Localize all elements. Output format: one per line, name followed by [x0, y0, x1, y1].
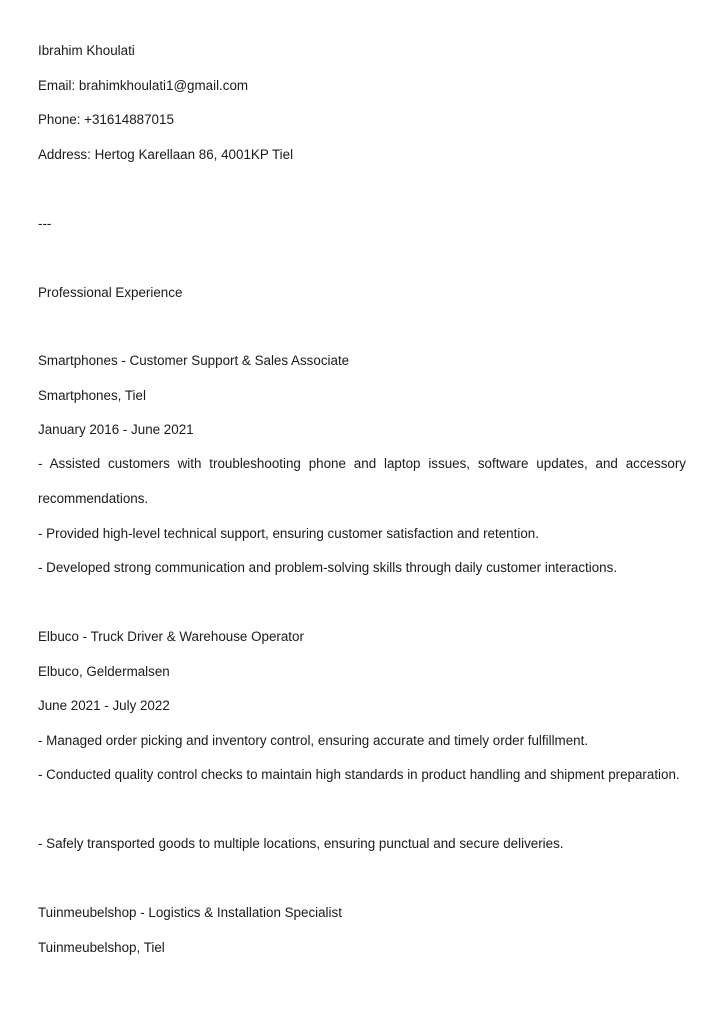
job-dates: June 2021 - July 2022	[38, 698, 170, 713]
job-company: Tuinmeubelshop, Tiel	[38, 940, 165, 955]
job-title: Elbuco - Truck Driver & Warehouse Operator	[38, 629, 304, 644]
job-bullet: - Managed order picking and inventory control, ensuring accurate and timely order fulfillment.	[38, 733, 589, 748]
job-bullet: - Conducted quality control checks to maintain high standards in product handling and shipment preparation.	[38, 767, 680, 782]
job-bullet: - Assisted customers with troubleshooting phone and laptop issues, software updates, and accessory recommendations.	[38, 456, 686, 506]
separator: ---	[38, 216, 52, 231]
contact-name: Ibrahim Khoulati	[38, 43, 135, 58]
contact-phone: Phone: +31614887015	[38, 112, 174, 127]
job-bullet: - Provided high-level technical support, ensuring customer satisfaction and retention.	[38, 526, 539, 541]
job-title: Tuinmeubelshop - Logistics & Installation Specialist	[38, 905, 342, 920]
job-company: Elbuco, Geldermalsen	[38, 664, 170, 679]
job-title: Smartphones - Customer Support & Sales Associate	[38, 353, 350, 368]
job-dates: January 2016 - June 2021	[38, 422, 194, 437]
job-company: Smartphones, Tiel	[38, 388, 146, 403]
job-bullet: - Developed strong communication and problem-solving skills through daily customer interactions.	[38, 560, 618, 575]
contact-email: Email: brahimkhoulati1@gmail.com	[38, 78, 249, 93]
job-bullet: - Safely transported goods to multiple locations, ensuring punctual and secure deliveries.	[38, 836, 564, 851]
section-title: Professional Experience	[38, 285, 183, 300]
contact-address: Address: Hertog Karellaan 86, 4001KP Tiel	[38, 147, 294, 162]
